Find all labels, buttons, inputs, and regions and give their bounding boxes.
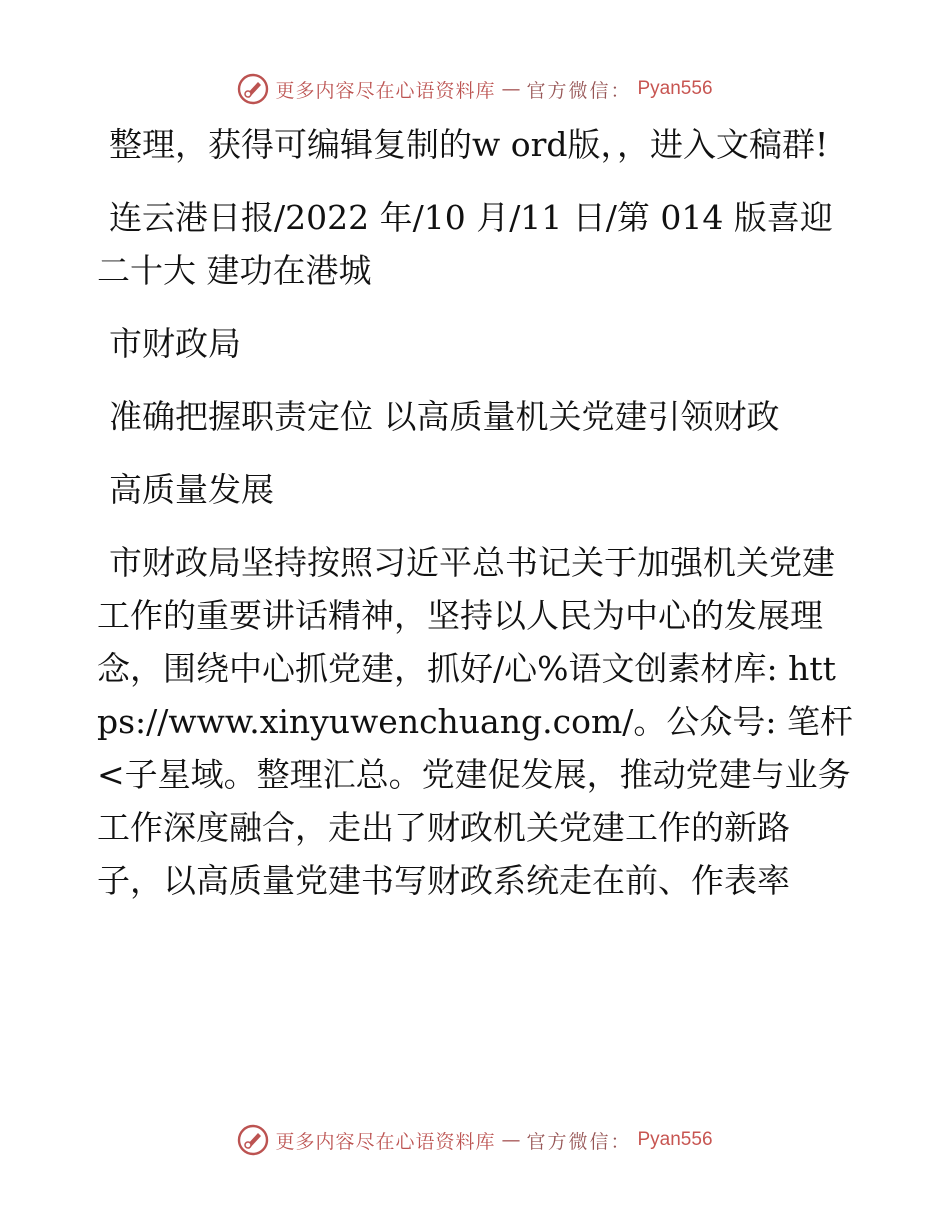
watermark-wechat-id: Pyan556 [637,1129,713,1150]
watermark-brand: 更多内容尽在心语资料库 [275,1130,496,1153]
watermark-separator: — [501,1129,521,1151]
header-watermark [0,69,950,109]
watermark-wechat-id: Pyan556 [637,78,713,99]
document-body [97,118,853,927]
watermark-label: 官方微信： [526,79,632,102]
footer-watermark [0,1120,950,1160]
article-title-line-2: 高质量发展 [109,470,274,509]
article-body-paragraph: 市财政局坚持按照习近平总书记关于加强机关党建工作的重要讲话精神，坚持以人民为中心的发展理念，围绕中心抓党建，抓好/心%语文创素材库: https://www.xinyuwenchuang.com/。公众号: 笔杆<子星域。整理汇总。党建促发展，推动党建与业务工作深度融合，走出了财政机关党建工作的新路子，以高质量党建书写财政系统走在前、作表率 [97,543,853,900]
source-line: 连云港日报/2022 年/10 月/11 日/第 014 版喜迎二十大 建功在港城 [97,198,833,290]
library-logo-icon [237,73,269,105]
department-name: 市财政局 [109,324,241,363]
watermark-separator: — [501,78,521,100]
library-logo-icon [237,1124,269,1156]
watermark-label: 官方微信： [526,1130,632,1153]
watermark-brand: 更多内容尽在心语资料库 [275,79,496,102]
intro-paragraph: 整理，获得可编辑复制的w ord版，，进入文稿群! [109,125,829,164]
article-title-line-1: 准确把握职责定位 以高质量机关党建引领财政 [109,397,780,436]
